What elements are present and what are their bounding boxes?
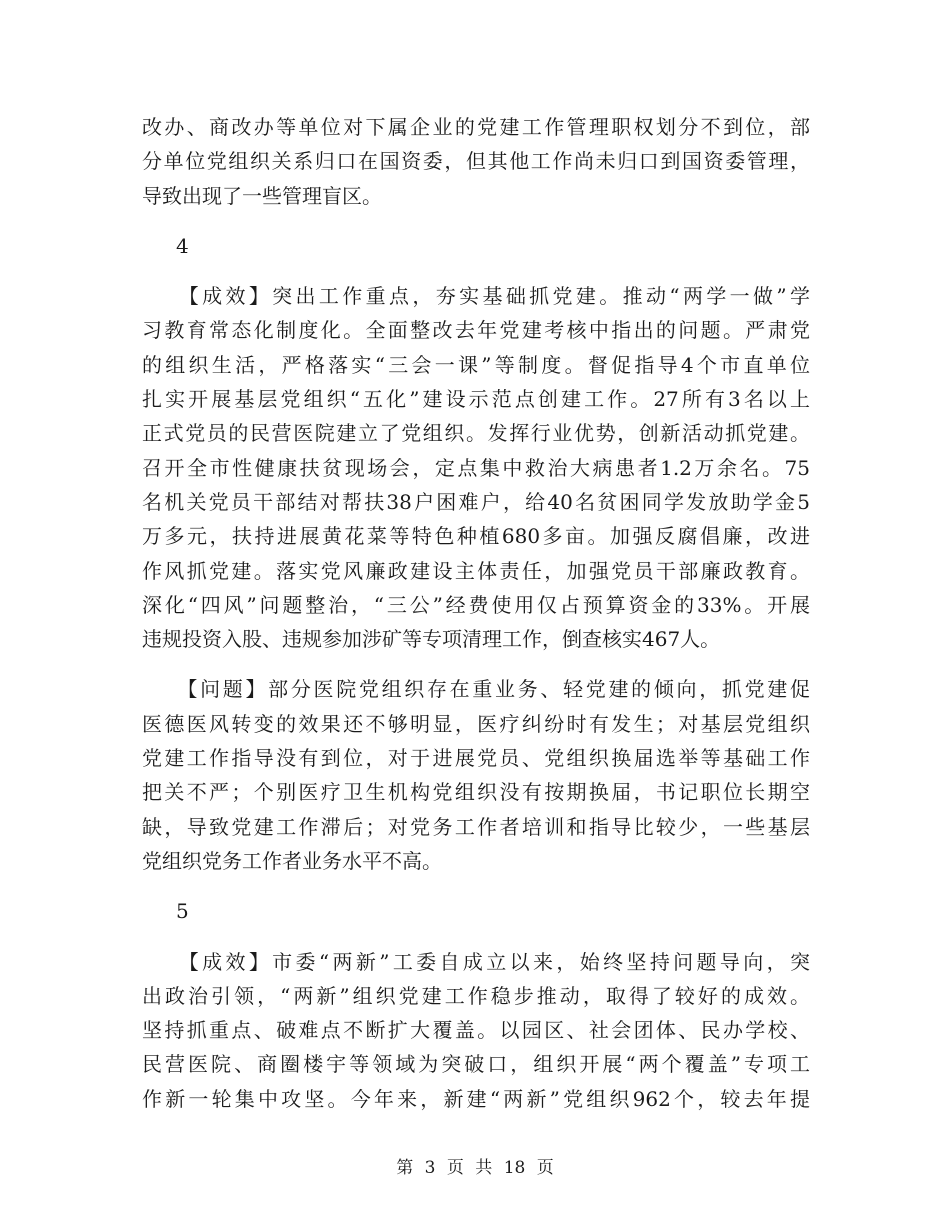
text-line: 改办、商改办等单位对下属企业的党建工作管理职权划分不到位，部: [142, 115, 810, 139]
text-line: 党建工作指导没有到位，对于进展党员、党组织换届选举等基础工作: [142, 746, 810, 771]
text-line: 召开全市性健康扶贫现场会，定点集中救治大病患者1.2万余名。75: [142, 455, 810, 480]
text-line: 分单位党组织关系归口在国资委，但其他工作尚未归口到国资委管理，: [142, 149, 810, 174]
text-line: 【问题】部分医院党组织存在重业务、轻党建的倾向，抓党建促: [142, 677, 810, 702]
paragraph-continued: [142, 110, 810, 213]
text-line: 习教育常态化制度化。全面整改去年党建考核中指出的问题。严肃党: [142, 318, 810, 343]
text-line: 缺，导致党建工作滞后；对党务工作者培训和指导比较少，一些基层: [142, 814, 810, 839]
text-line: 导致出现了一些管理盲区。: [142, 183, 382, 208]
text-line: 把关不严；个别医疗卫生机构党组织没有按期换届，书记职位长期空: [142, 780, 810, 805]
text-line: 万多元，扶持进展黄花菜等特色种植680多亩。加强反腐倡廉，改进: [142, 524, 810, 549]
text-line: 【成效】市委“两新”工委自成立以来，始终坚持问题导向，突: [142, 949, 810, 974]
text-line: 民营医院、商圈楼宇等领域为突破口，组织开展“两个覆盖”专项工: [142, 1052, 810, 1077]
text-line: 医德医风转变的效果还不够明显，医疗纠纷时有发生；对基层党组织: [142, 711, 810, 736]
section-number: 5: [176, 899, 189, 924]
text-line: 名机关党员干部结对帮扶38户困难户，给40名贫困同学发放助学金5: [142, 489, 810, 514]
text-line: 坚持抓重点、破难点不断扩大覆盖。以园区、社会团体、民办学校、: [142, 1018, 810, 1043]
paragraph-achievements-5: [142, 945, 810, 1116]
text-line: 出政治引领，“两新”组织党建工作稳步推动，取得了较好的成效。: [142, 983, 810, 1008]
text-line: 违规投资入股、违规参加涉矿等专项清理工作，倒查核实467人。: [142, 627, 721, 652]
paragraph-achievements-4: [142, 279, 810, 656]
text-line: 扎实开展基层党组织“五化”建设示范点创建工作。27所有3名以上: [142, 387, 810, 412]
section-number: 4: [176, 233, 189, 258]
text-line: 作风抓党建。落实党风廉政建设主体责任，加强党员干部廉政教育。: [142, 558, 810, 583]
text-line: 作新一轮集中攻坚。今年来，新建“两新”党组织962个，较去年提: [142, 1086, 810, 1111]
paragraph-problems-4: [142, 672, 810, 878]
text-line: 正式党员的民营医院建立了党组织。发挥行业优势，创新活动抓党建。: [142, 421, 810, 446]
text-line: 深化“四风”问题整治，“三公”经费使用仅占预算资金的33%。开展: [142, 592, 810, 617]
text-line: 【成效】突出工作重点，夯实基础抓党建。推动“两学一做”学: [142, 284, 810, 309]
document-body: [142, 110, 810, 1116]
page-footer: 第 3 页 共 18 页: [396, 1158, 554, 1178]
text-line: 党组织党务工作者业务水平不高。: [142, 848, 442, 873]
text-line: 的组织生活，严格落实“三会一课”等制度。督促指导4个市直单位: [142, 352, 810, 377]
